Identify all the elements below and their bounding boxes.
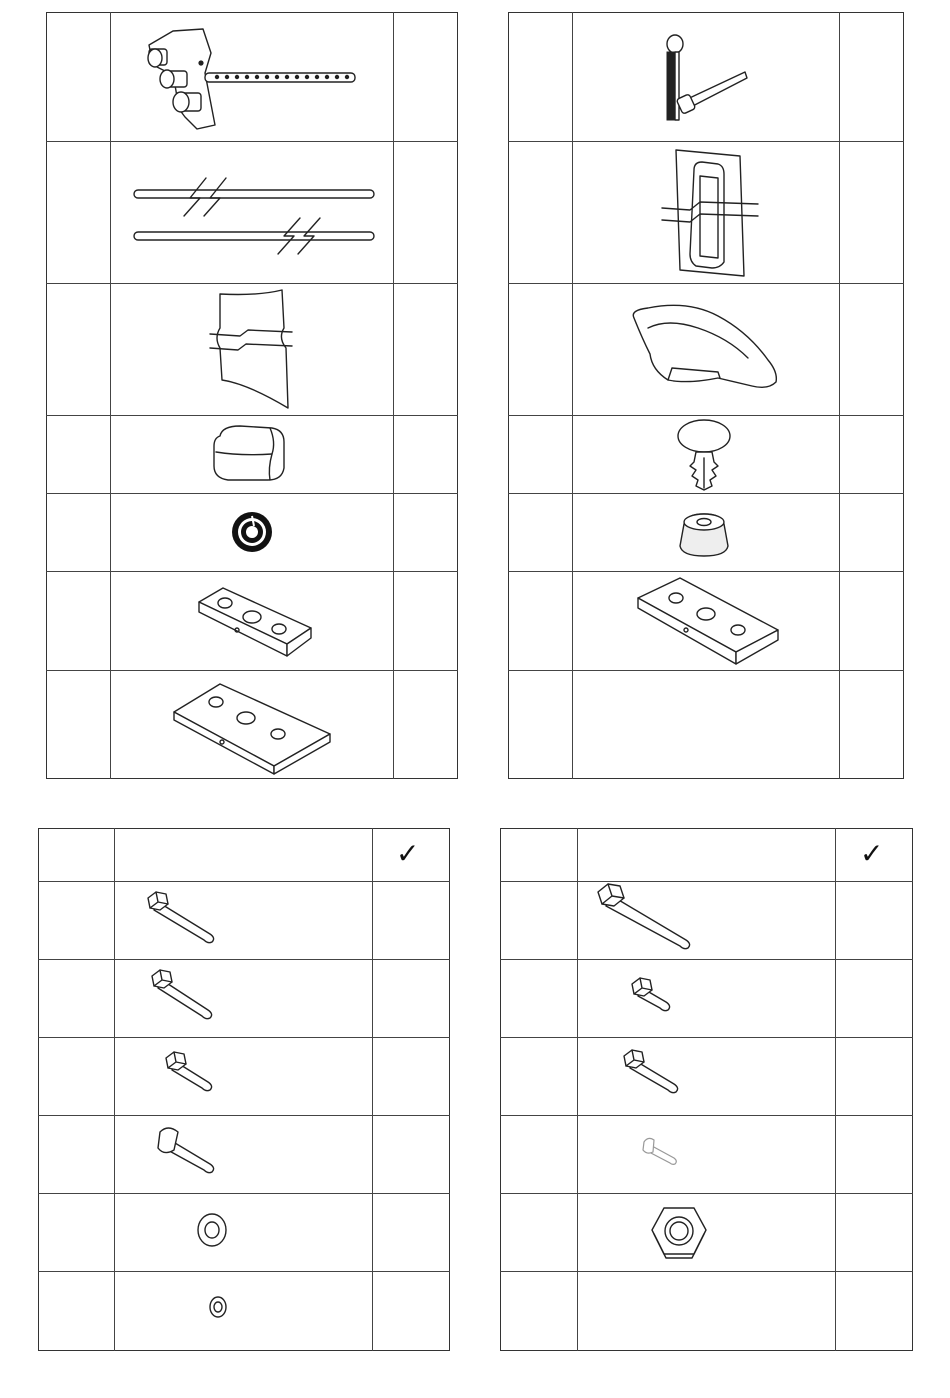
checkmark-left: ✓	[396, 837, 420, 870]
rubber-foot-icon	[676, 508, 732, 560]
hex-nut-icon	[648, 1204, 710, 1260]
small-screw-icon	[640, 1136, 682, 1170]
hardware-table-left	[38, 828, 450, 1351]
push-rivet-icon	[674, 418, 734, 492]
three-hole-plate-small-icon	[195, 584, 315, 664]
stub-hex-bolt-icon	[628, 976, 678, 1018]
medium-hex-bolt-icon	[148, 968, 222, 1022]
three-hole-plate-large-icon	[170, 676, 335, 776]
extra-long-hex-bolt-icon	[594, 882, 700, 954]
rounded-block-icon	[210, 422, 290, 488]
flat-washer-icon	[194, 1210, 230, 1250]
checkmark-right: ✓	[860, 837, 884, 870]
hex-bolt-icon	[620, 1048, 686, 1098]
short-hex-bolt-icon	[162, 1050, 220, 1096]
saddle-cover-icon	[628, 298, 783, 393]
spiral-spring-washer-icon	[228, 506, 276, 558]
rack-post-with-hole-bar-icon	[135, 25, 365, 135]
curved-panel-icon	[208, 288, 298, 413]
three-hole-plate-icon	[634, 574, 784, 670]
long-hex-bolt-icon	[144, 890, 226, 946]
pull-pin-with-ring-icon	[655, 32, 755, 128]
two-long-rods-icon	[130, 170, 378, 260]
small-washer-icon	[206, 1294, 230, 1320]
hardware-table-right	[500, 828, 913, 1351]
carriage-bolt-icon	[154, 1126, 224, 1178]
shaped-bracket-plate-icon	[660, 146, 760, 280]
